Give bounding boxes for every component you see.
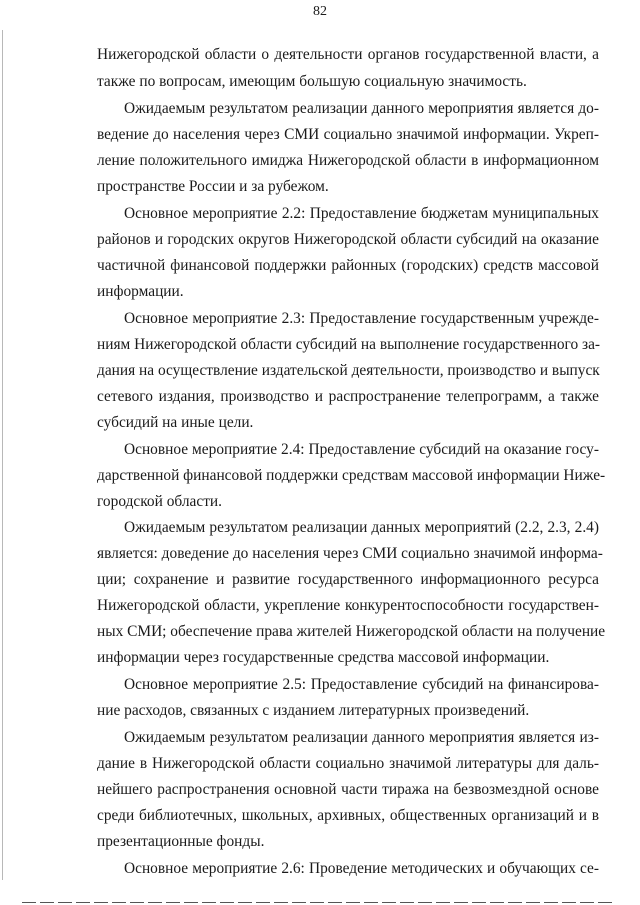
text-line: ние расходов, связанных с изданием литературных произведений.: [97, 702, 530, 719]
text-line: городской области.: [97, 493, 223, 510]
text-line: Нижегородской области о деятельности органов государственной власти, а: [97, 46, 599, 63]
text-line: Основное мероприятие 2.2: Предоставление бюджетам муниципальных: [124, 205, 599, 222]
text-line: ции; сохранение и развитие государственного информационного ресурса: [97, 571, 599, 588]
text-line: Основное мероприятие 2.5: Предоставление субсидий на финансирова-: [124, 676, 599, 693]
text-line: частичной финансовой поддержки районных (городских) средств массовой: [97, 257, 599, 274]
text-line: Основное мероприятие 2.3: Предоставление государственным учрежде-: [124, 310, 599, 327]
page-number: 82: [313, 4, 327, 19]
text-line: субсидий на иные цели.: [97, 414, 254, 431]
text-line: ниям Нижегородской области субсидий на выполнение государственного за-: [97, 336, 601, 353]
text-line: информации через государственные средства массовой информации.: [97, 649, 550, 666]
text-line: районов и городских округов Нижегородской области субсидий на оказание: [97, 231, 599, 248]
text-line: дание в Нижегородской области социально значимой литературы для даль-: [97, 755, 599, 772]
text-line: презентационные фонды.: [97, 833, 265, 850]
text-line: Ожидаемым результатом реализации данных мероприятий (2.2, 2.3, 2.4): [124, 519, 599, 536]
text-line: Ожидаемым результатом реализации данного мероприятия является из-: [124, 729, 599, 746]
text-line: пространстве России и за рубежом.: [97, 178, 329, 195]
text-line: ление положительного имиджа Нижегородской области в информационном: [97, 152, 599, 169]
text-line: ных СМИ; обеспечение права жителей Нижегородской области на получение: [97, 623, 606, 640]
text-line: сетевого издания, производство и распространение телепрограмм, а также: [97, 388, 599, 405]
text-line: Основное мероприятие 2.4: Предоставление субсидий на оказание госу-: [124, 441, 599, 458]
text-line: дания на осуществление издательской деятельности, производство и выпуск: [97, 362, 600, 379]
text-line: дарственной финансовой поддержки средствам массовой информации Ниже-: [97, 467, 606, 484]
scan-edge-bottom: [22, 902, 612, 903]
text-line: среди библиотечных, школьных, архивных, общественных организаций и в: [97, 807, 599, 824]
text-line: информации.: [97, 283, 184, 300]
text-line: Нижегородской области, укрепление конкурентоспособности государствен-: [97, 597, 599, 614]
scan-edge-left: [2, 30, 3, 880]
text-line: также по вопросам, имеющим большую социальную значимость.: [97, 73, 527, 90]
text-line: является: доведение до населения через СМИ социально значимой информа-: [97, 545, 603, 562]
text-line: Ожидаемым результатом реализации данного мероприятия является до-: [124, 100, 599, 117]
text-line: нейшего распространения основной части тиража на безвозмездной основе: [97, 781, 599, 798]
text-line: ведение до населения через СМИ социально значимой информации. Укреп-: [97, 126, 599, 143]
text-line: Основное мероприятие 2.6: Проведение методических и обучающих се-: [124, 860, 599, 877]
